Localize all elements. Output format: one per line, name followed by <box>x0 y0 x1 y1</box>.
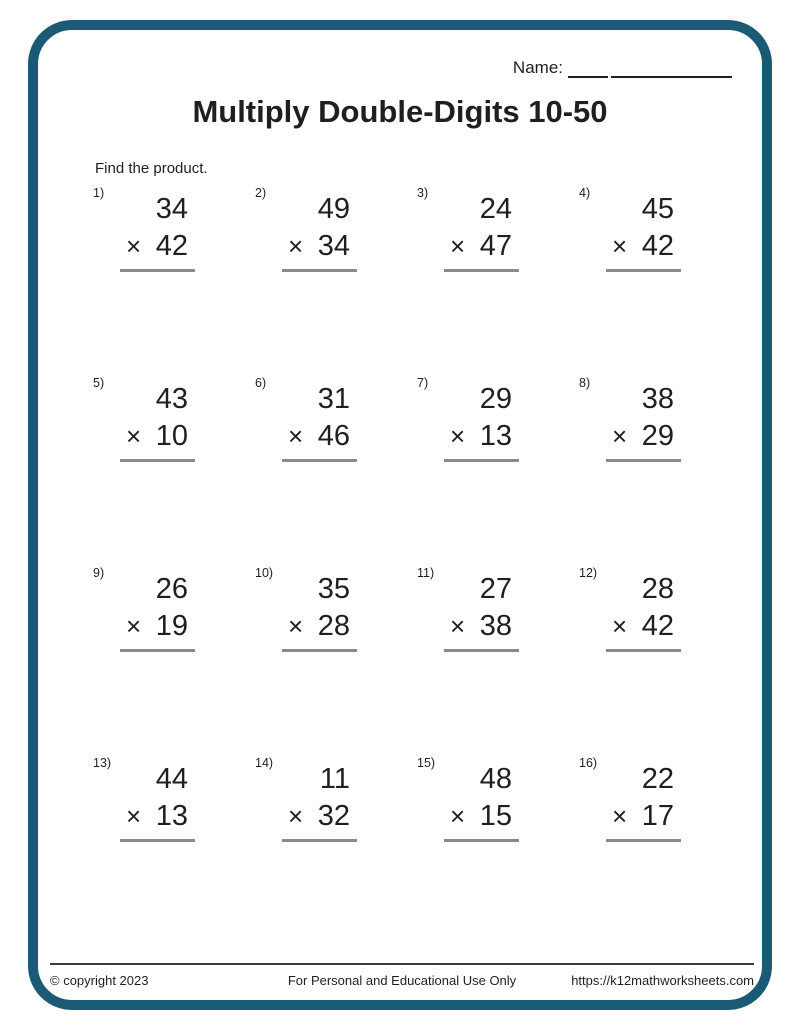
multiply-sign: × <box>126 611 142 641</box>
answer-line <box>444 649 519 652</box>
operation-row <box>126 416 195 456</box>
multiply-sign: × <box>450 611 466 641</box>
multiplier: 17 <box>641 800 674 832</box>
multiplicand: 26 <box>155 573 188 605</box>
operation-row <box>612 416 681 456</box>
multiply-sign: × <box>612 801 628 831</box>
multiplicand: 34 <box>155 193 188 225</box>
multiplicand: 38 <box>641 383 674 415</box>
problem-number-label: 6) <box>255 376 267 390</box>
problem-number-label: 7) <box>417 376 429 390</box>
operation-row <box>612 226 681 266</box>
worksheet-title: Multiply Double-Digits 10-50 <box>192 94 608 129</box>
multiplicand: 11 <box>319 763 350 795</box>
operation-row <box>450 416 519 456</box>
multiply-sign: × <box>288 611 304 641</box>
multiplier: 38 <box>479 610 512 642</box>
problem-number-label: 4) <box>579 186 591 200</box>
problem-cell <box>255 186 357 376</box>
multiplicand: 45 <box>641 193 674 225</box>
answer-line <box>282 269 357 272</box>
answer-line <box>606 649 681 652</box>
multiplier: 29 <box>641 420 674 452</box>
problem-number-label: 10) <box>255 566 274 580</box>
operation-row <box>450 226 519 266</box>
multiplier: 47 <box>479 230 512 262</box>
multiply-sign: × <box>288 421 304 451</box>
multiply-sign: × <box>126 231 142 261</box>
problem-number-label: 8) <box>579 376 591 390</box>
multiplier: 28 <box>317 610 350 642</box>
name-field <box>513 58 732 78</box>
operation-row <box>288 416 357 456</box>
problem-number-label: 9) <box>93 566 105 580</box>
problem-cell <box>417 566 519 756</box>
multiplicand: 29 <box>479 383 512 415</box>
multiplicand: 49 <box>317 193 350 225</box>
multiply-sign: × <box>612 231 628 261</box>
problem-cell <box>579 756 681 946</box>
multiply-sign: × <box>288 801 304 831</box>
operation-row <box>126 226 195 266</box>
multiplicand: 35 <box>317 573 350 605</box>
problem-number-label: 16) <box>579 756 598 770</box>
multiplier: 15 <box>479 800 512 832</box>
multiply-sign: × <box>612 421 628 451</box>
multiplier: 42 <box>641 230 674 262</box>
multiplier: 34 <box>317 230 350 262</box>
multiplier: 19 <box>155 610 188 642</box>
problem-cell <box>579 186 681 376</box>
multiplier: 42 <box>641 610 674 642</box>
operation-row <box>126 796 195 836</box>
problem-cell <box>93 566 195 756</box>
operation-row <box>450 796 519 836</box>
footer <box>50 963 754 988</box>
multiplicand: 48 <box>479 763 512 795</box>
answer-line <box>120 649 195 652</box>
operation-row <box>288 226 357 266</box>
answer-line <box>606 269 681 272</box>
answer-line <box>282 459 357 462</box>
multiplicand: 27 <box>479 573 512 605</box>
problem-number-label: 2) <box>255 186 267 200</box>
problem-number-label: 5) <box>93 376 105 390</box>
problem-number-label: 15) <box>417 756 436 770</box>
problem-cell <box>417 376 519 566</box>
problem-number-label: 3) <box>417 186 429 200</box>
copyright-text: © copyright 2023 <box>50 973 149 988</box>
problem-cell <box>417 756 519 946</box>
answer-line <box>120 459 195 462</box>
name-label: Name: <box>512 58 563 77</box>
multiplier: 46 <box>317 420 350 452</box>
multiply-sign: × <box>288 231 304 261</box>
operation-row <box>288 606 357 646</box>
problem-cell <box>255 566 357 756</box>
website-url: https://k12mathworksheets.com <box>571 973 755 988</box>
operation-row <box>126 606 195 646</box>
problem-number-label: 11) <box>417 566 435 580</box>
answer-line <box>120 269 195 272</box>
multiplier: 13 <box>479 420 512 452</box>
multiplicand: 31 <box>317 383 350 415</box>
multiplier: 13 <box>155 800 188 832</box>
problem-cell <box>255 376 357 566</box>
multiply-sign: × <box>450 421 466 451</box>
multiply-sign: × <box>450 231 466 261</box>
multiplicand: 22 <box>641 763 674 795</box>
operation-row <box>450 606 519 646</box>
multiplier: 42 <box>155 230 188 262</box>
multiplier: 32 <box>317 800 350 832</box>
problem-number-label: 12) <box>579 566 598 580</box>
operation-row <box>612 796 681 836</box>
problem-cell <box>579 376 681 566</box>
multiply-sign: × <box>126 421 142 451</box>
name-line-segment <box>611 58 732 78</box>
answer-line <box>444 459 519 462</box>
problems-grid <box>93 186 741 946</box>
problem-number-label: 14) <box>255 756 274 770</box>
answer-line <box>606 459 681 462</box>
operation-row <box>612 606 681 646</box>
answer-line <box>444 269 519 272</box>
problem-cell <box>417 186 519 376</box>
multiply-sign: × <box>612 611 628 641</box>
problem-cell <box>579 566 681 756</box>
multiply-sign: × <box>126 801 142 831</box>
name-line-segment <box>568 58 608 78</box>
usage-text: For Personal and Educational Use Only <box>287 973 517 988</box>
multiplicand: 24 <box>479 193 512 225</box>
answer-line <box>444 839 519 842</box>
problem-number-label: 1) <box>93 186 105 200</box>
multiplicand: 43 <box>155 383 188 415</box>
answer-line <box>282 839 357 842</box>
instruction-text: Find the product. <box>95 160 208 177</box>
problem-cell <box>93 376 195 566</box>
problem-cell <box>255 756 357 946</box>
operation-row <box>288 796 357 836</box>
problem-cell <box>93 186 195 376</box>
multiply-sign: × <box>450 801 466 831</box>
multiplicand: 28 <box>641 573 674 605</box>
answer-line <box>606 839 681 842</box>
multiplicand: 44 <box>155 763 188 795</box>
problem-cell <box>93 756 195 946</box>
answer-line <box>120 839 195 842</box>
answer-line <box>282 649 357 652</box>
problem-number-label: 13) <box>93 756 112 770</box>
multiplier: 10 <box>155 420 188 452</box>
